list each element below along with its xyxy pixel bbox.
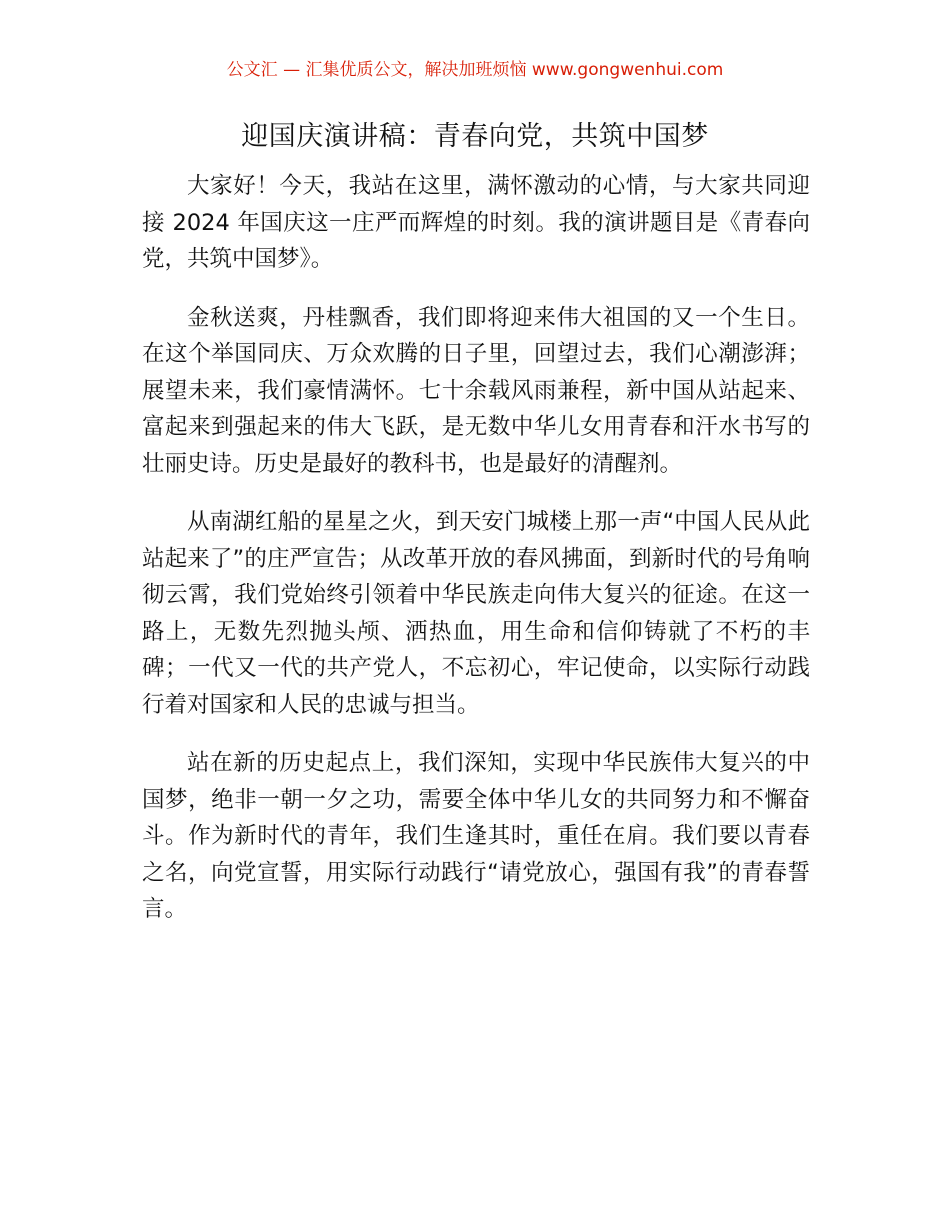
paragraph-4: 站在新的历史起点上，我们深知，实现中华民族伟大复兴的中国梦，绝非一朝一夕之功，需要全体中华儿女的共同努力和不懈奋斗。作为新时代的青年，我们生逢其时，重任在肩。我们要以青春之名，向党宣誓，用实际行动践行“请党放心，强国有我”的青春誓言。: [142, 750, 810, 922]
paragraph-3: 从南湖红船的星星之火，到天安门城楼上那一声“中国人民从此站起来了”的庄严宣告；从改革开放的春风拂面，到新时代的号角响彻云霄，我们党始终引领着中华民族走向伟大复兴的征途。在这一路上，无数先烈抛头颅、洒热血，用生命和信仰铸就了不朽的丰碑；一代又一代的共产党人，不忘初心，牢记使命，以实际行动践行着对国家和人民的忠诚与担当。: [142, 509, 810, 718]
document-title: 迎国庆演讲稿：青春向党，共筑中国梦: [241, 121, 709, 152]
paragraph-1: 大家好！今天，我站在这里，满怀激动的心情，与大家共同迎接 2024 年国庆这一庄严而辉煌的时刻。我的演讲题目是《青春向党，共筑中国梦》。: [142, 173, 810, 272]
site-header-link[interactable]: 公文汇 — 汇集优质公文，解决加班烦恼 www.gongwenhui.com: [226, 60, 724, 80]
paragraph-2: 金秋送爽，丹桂飘香，我们即将迎来伟大祖国的又一个生日。在这个举国同庆、万众欢腾的日子里，回望过去，我们心潮澎湃；展望未来，我们豪情满怀。七十余载风雨兼程，新中国从站起来、富起来到强起来的伟大飞跃，是无数中华儿女用青春和汗水书写的壮丽史诗。历史是最好的教科书，也是最好的清醒剂。: [142, 304, 810, 477]
site-header-banner: [0, 58, 950, 82]
document-body: [142, 168, 810, 950]
